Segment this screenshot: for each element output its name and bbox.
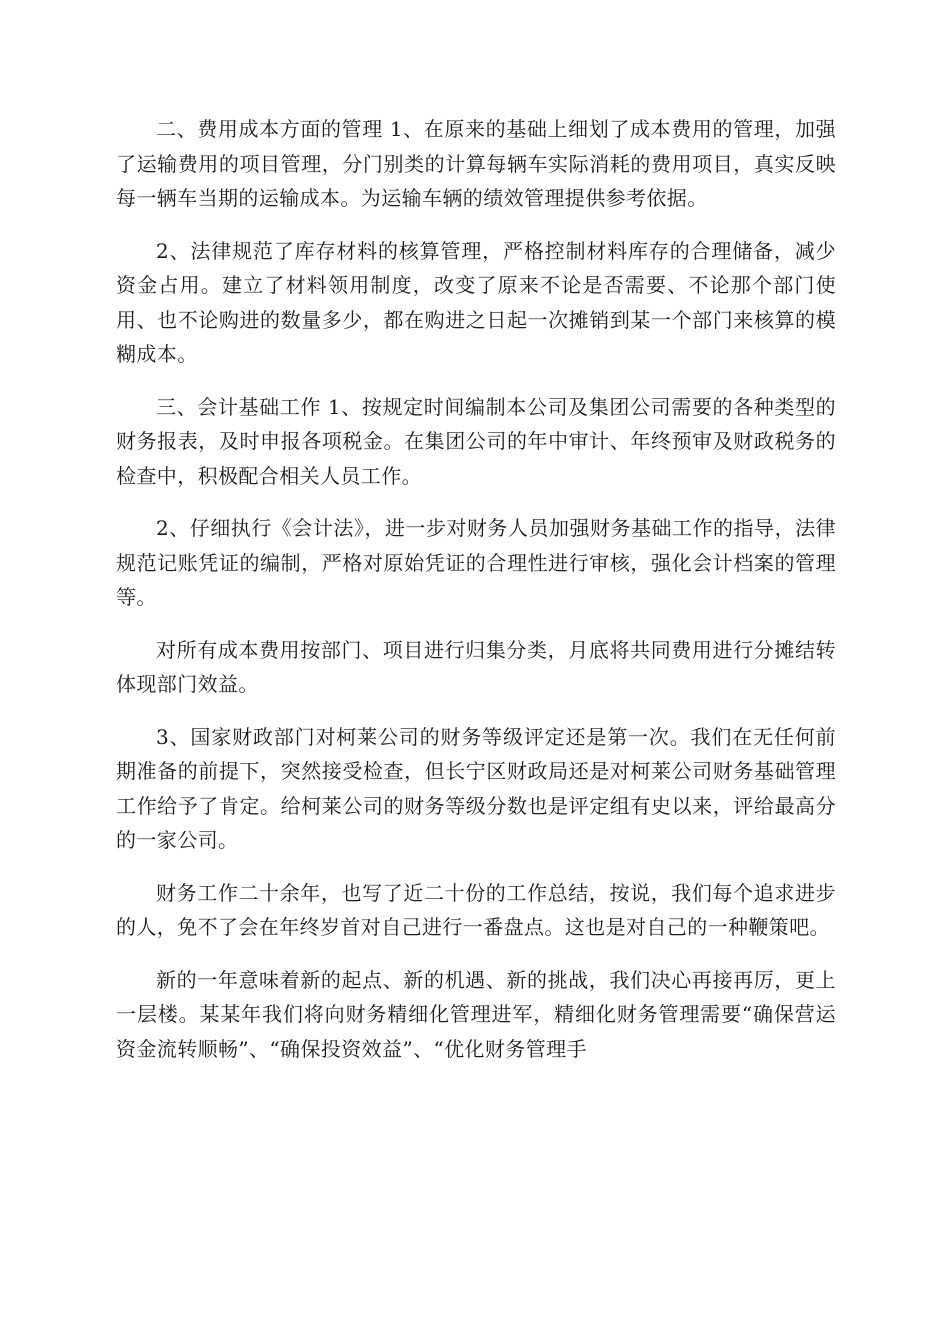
paragraph-accounting-basics: 三、会计基础工作 1、按规定时间编制本公司及集团公司需要的各种类型的财务报表，及时申报各项税金。在集团公司的年中审计、年终预审及财政税务的检查中，积极配合相关人员工作。 <box>116 394 836 488</box>
paragraph-work-summary: 财务工作二十余年，也写了近二十份的工作总结，按说，我们每个追求进步的人，免不了会在年终岁首对自己进行一番盘点。这也是对自己的一种鞭策吧。 <box>116 880 836 939</box>
paragraph-cost-allocation: 对所有成本费用按部门、项目进行归集分类，月底将共同费用进行分摊结转体现部门效益。 <box>116 637 836 696</box>
paragraph-new-year-plan: 新的一年意味着新的起点、新的机遇、新的挑战，我们决心再接再厉，更上一层楼。某某年我们将向财务精细化管理进军，精细化财务管理需要“确保营运资金流转顺畅”、“确保投资效益”、“优化财务管理手 <box>116 967 836 1061</box>
paragraph-cost-management: 二、费用成本方面的管理 1、在原来的基础上细划了成本费用的管理，加强了运输费用的项目管理，分门别类的计算每辆车实际消耗的费用项目，真实反映每一辆车当期的运输成本。为运输车辆的绩效管理提供参考依据。 <box>116 117 836 210</box>
paragraph-accounting-law: 2、仔细执行《会计法》，进一步对财务人员加强财务基础工作的指导，法律规范记账凭证的编制，严格对原始凭证的合理性进行审核，强化会计档案的管理等。 <box>116 516 836 609</box>
paragraph-inventory-accounting: 2、法律规范了库存材料的核算管理，严格控制材料库存的合理储备，减少资金占用。建立了材料领用制度，改变了原来不论是否需要、不论那个部门使用、也不论购进的数量多少，都在购进之日起一次摊销到某一个部门来核算的模糊成本。 <box>116 238 836 366</box>
document-page <box>116 112 836 1084</box>
paragraph-finance-rating: 3、国家财政部门对柯莱公司的财务等级评定还是第一次。我们在无任何前期准备的前提下，突然接受检查，但长宁区财政局还是对柯莱公司财务基础管理工作给予了肯定。给柯莱公司的财务等级分数也是评定组有史以来，评给最高分的一家公司。 <box>116 724 836 852</box>
